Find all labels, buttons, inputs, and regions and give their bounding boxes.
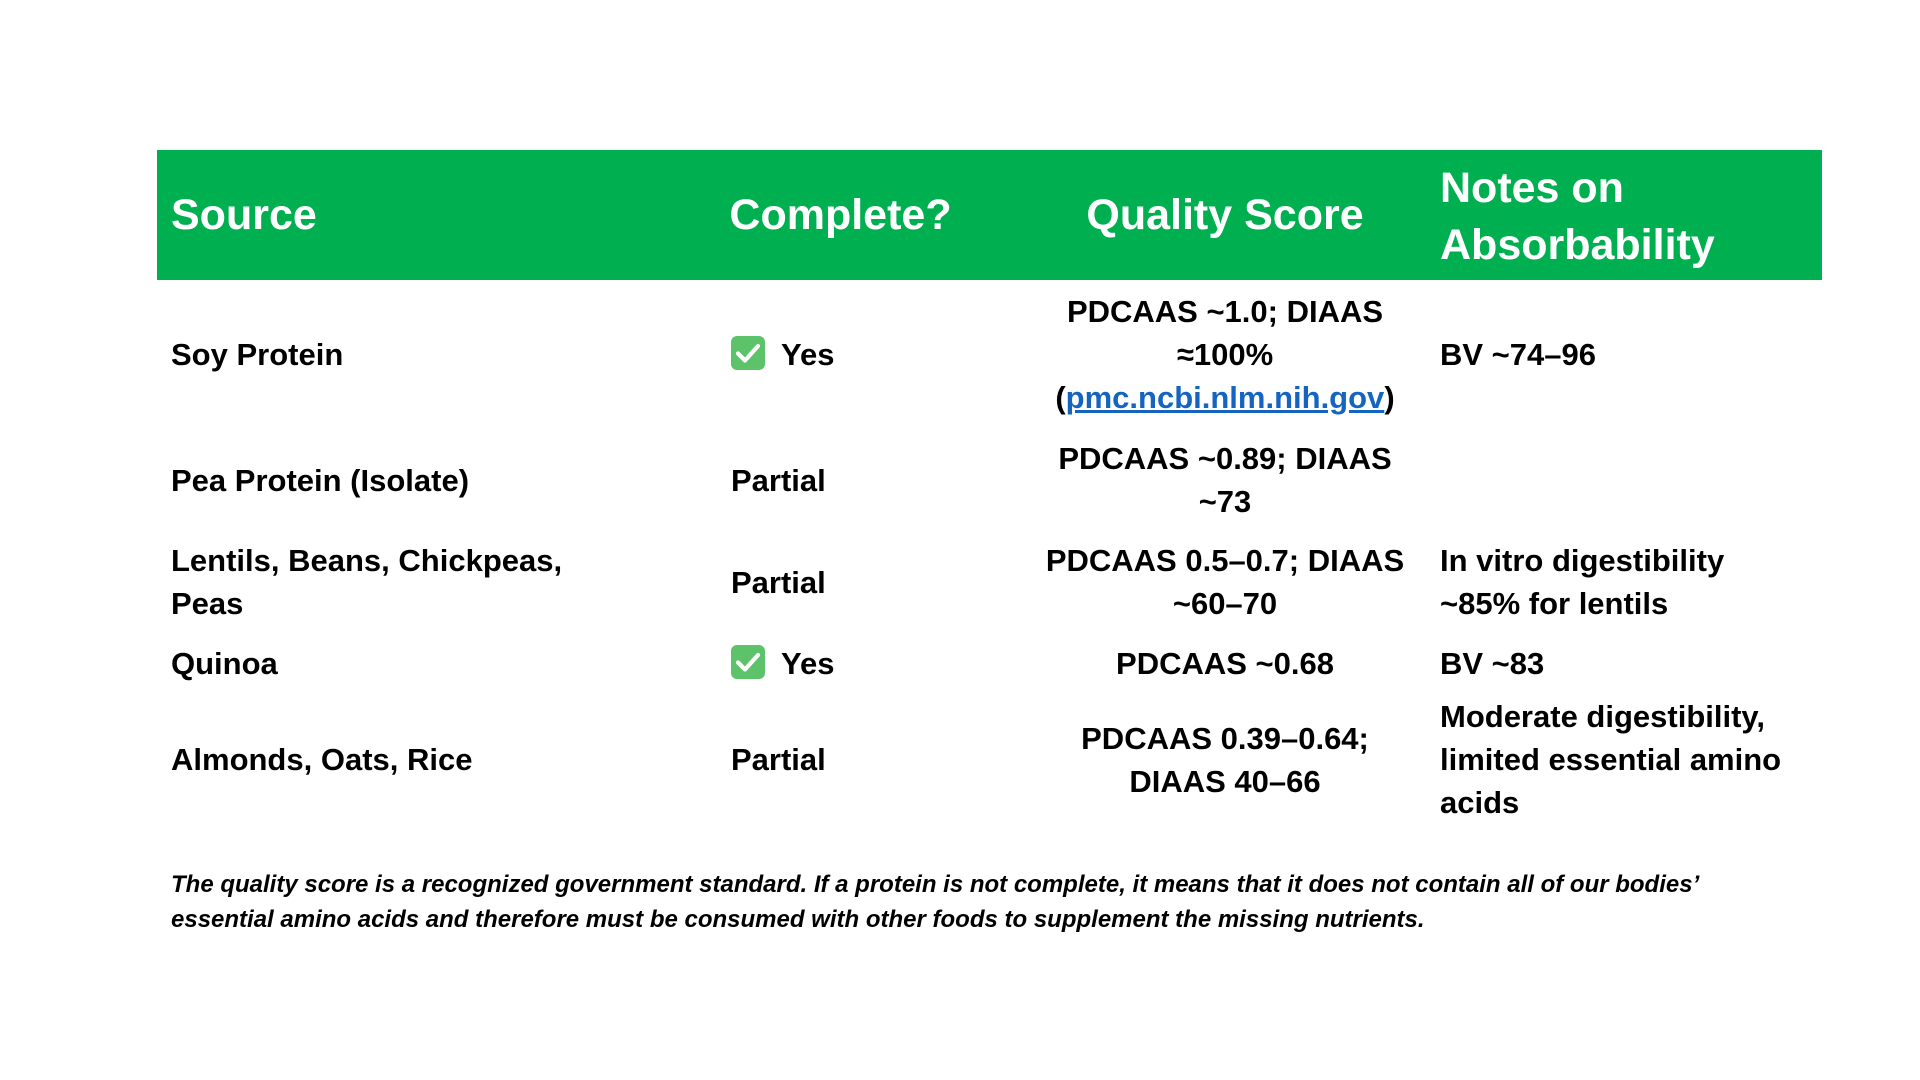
complete-cell: Partial	[731, 462, 826, 498]
header-source: Source	[171, 190, 317, 239]
table-row	[157, 280, 1822, 428]
quality-cell: PDCAAS ~0.89; DIAAS ~73	[1058, 441, 1392, 519]
check-mark-icon	[731, 645, 765, 679]
table-header-row	[157, 150, 1822, 280]
quality-cell	[1024, 280, 1426, 428]
footnote: The quality score is a recognized government standard. If a protein is not complete, it means that it does not contain all of our bodies’ essential amino acids and therefore must be consumed with other foods to supplement the missing nutrients.	[171, 871, 1699, 933]
table-row	[157, 695, 1822, 824]
source-cell: Almonds, Oats, Rice	[171, 742, 473, 777]
complete-cell: Partial	[731, 564, 826, 600]
complete-cell	[657, 632, 1024, 695]
link-close-paren: )	[1384, 379, 1395, 415]
header-notes: Notes on Absorbability	[1440, 164, 1715, 269]
notes-cell: Moderate digestibility, limited essential amino acids	[1440, 699, 1782, 820]
source-cell: Quinoa	[171, 646, 278, 681]
quality-value: PDCAAS ~1.0; DIAAS ≈100%	[1066, 293, 1384, 372]
source-cell: Soy Protein	[171, 336, 344, 372]
notes-cell	[1426, 428, 1822, 532]
check-mark-icon	[731, 336, 765, 370]
table-row	[157, 532, 1822, 632]
header-quality-score: Quality Score	[1086, 190, 1364, 239]
protein-comparison-table	[157, 150, 1822, 824]
header-complete: Complete?	[729, 190, 952, 239]
complete-cell	[657, 280, 1024, 428]
source-cell: Pea Protein (Isolate)	[171, 462, 470, 498]
complete-value: Yes	[781, 336, 835, 372]
complete-cell: Partial	[731, 742, 826, 777]
notes-cell: In vitro digestibility ~85% for lentils	[1440, 543, 1725, 621]
link-open-paren: (	[1055, 379, 1066, 415]
table-row	[157, 632, 1822, 695]
notes-cell: BV ~83	[1440, 646, 1545, 681]
complete-value: Yes	[781, 646, 835, 681]
table-row	[157, 428, 1822, 532]
quality-cell: PDCAAS ~0.68	[1116, 646, 1334, 681]
source-link[interactable]: pmc.ncbi.nlm.nih.gov	[1065, 379, 1385, 415]
quality-cell: PDCAAS 0.5–0.7; DIAAS ~60–70	[1045, 543, 1405, 621]
quality-cell: PDCAAS 0.39–0.64; DIAAS 40–66	[1081, 720, 1369, 799]
source-cell: Lentils, Beans, Chickpeas, Peas	[171, 543, 563, 621]
notes-cell: BV ~74–96	[1440, 336, 1596, 372]
